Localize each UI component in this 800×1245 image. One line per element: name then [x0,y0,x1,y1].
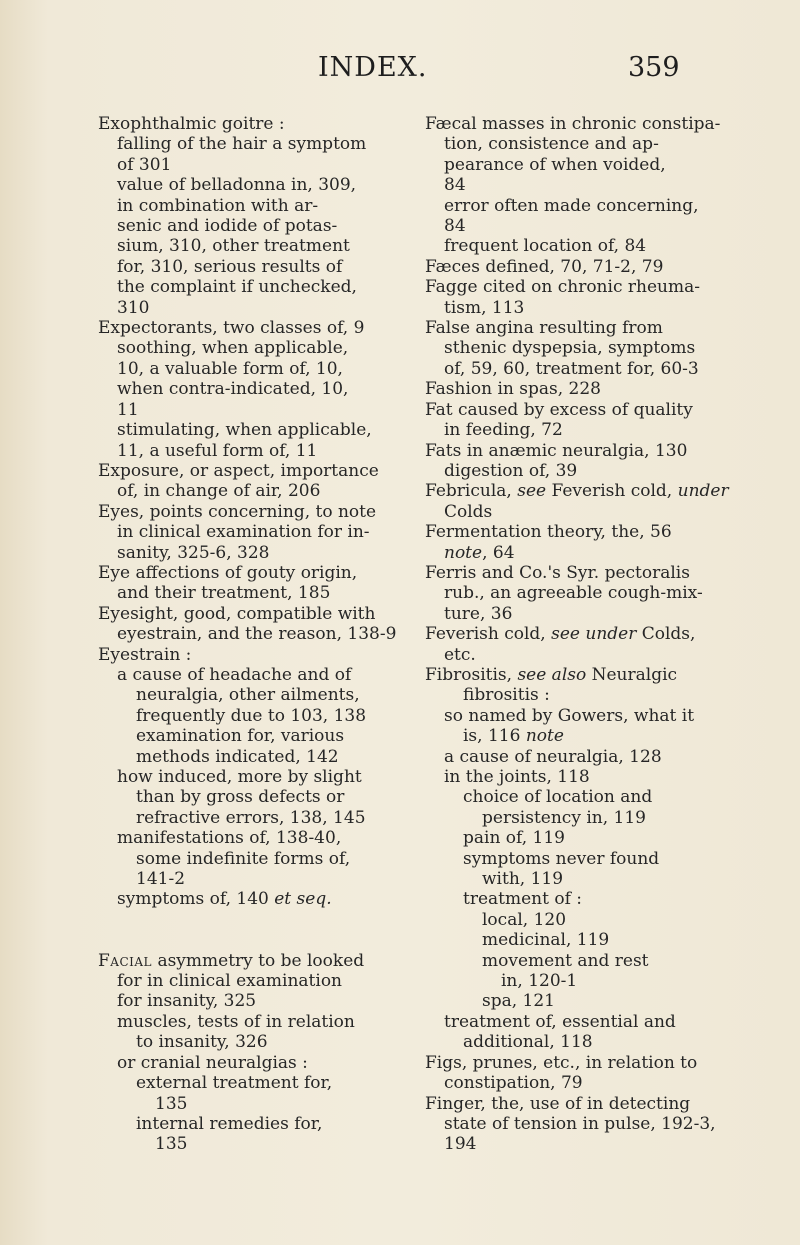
index-line: muscles, tests of in relation [117,1011,355,1032]
index-line: frequent location of, 84 [444,236,647,257]
index-line: sthenic dyspepsia, symptoms [444,338,696,359]
index-line: Figs, prunes, etc., in relation to [425,1052,698,1073]
index-line: of 301 [117,154,172,175]
index-line: stimulating, when applicable, [117,420,372,441]
index-line: methods indicated, 142 [136,746,339,767]
index-line: Fagge cited on chronic rheuma- [425,277,700,298]
index-line: 84 [444,175,466,196]
index-line: 194 [444,1134,477,1155]
page-number: 359 [628,52,680,83]
index-line: 11, a useful form of, 11 [117,440,318,461]
index-line: with, 119 [482,869,564,890]
index-line: so named by Gowers, what it [444,705,695,726]
index-line: tion, consistence and ap- [444,134,659,155]
index-line: Eyestrain : [98,644,192,665]
index-line: sium, 310, other treatment [117,236,350,257]
index-line: eyestrain, and the reason, 138-9 [117,624,397,645]
index-line: refractive errors, 138, 145 [136,807,366,828]
index-line: etc. [444,644,476,665]
index-line: additional, 118 [463,1032,593,1053]
index-line: neuralgia, other ailments, [136,685,360,706]
page-title: INDEX. [318,52,428,83]
index-line: for in clinical examination [117,971,343,992]
index-line: Fermentation theory, the, 56 [425,522,672,543]
page-header [0,52,800,92]
index-line: Ferris and Co.'s Syr. pectoralis [425,562,690,583]
index-line: in feeding, 72 [444,420,563,441]
index-line: examination for, various [136,726,345,747]
index-line: in combination with ar- [117,195,319,216]
index-line: movement and rest [482,950,649,971]
index-line: value of belladonna in, 309, [117,175,357,196]
index-line: Exposure, or aspect, importance [98,460,379,481]
index-line: rub., an agreeable cough-mix- [444,583,703,604]
index-line: False angina resulting from [425,318,663,339]
index-line: the complaint if unchecked, [117,277,357,298]
index-line: or cranial neuralgias : [117,1052,308,1073]
index-line: some indefinite forms of, [136,848,351,869]
index-line: treatment of, essential and [444,1011,676,1032]
index-line: Fæcal masses in chronic constipa- [425,114,721,134]
index-line: external treatment for, [136,1073,333,1094]
index-line: treatment of : [463,889,583,910]
index-line: Finger, the, use of in detecting [425,1093,691,1114]
index-line: frequently due to 103, 138 [136,705,367,726]
index-line: constipation, 79 [444,1073,583,1094]
index-line: in, 120-1 [501,971,578,992]
index-line: state of tension in pulse, 192-3, [444,1113,716,1134]
index-line: Expectorants, two classes of, 9 [98,318,365,339]
index-line: error often made concerning, [444,195,699,216]
index-line: Fashion in spas, 228 [425,379,601,400]
index-line: manifestations of, 138-40, [117,828,342,849]
index-line: and their treatment, 185 [117,583,331,604]
index-line: of, 59, 60, treatment for, 60-3 [444,358,699,379]
index-line: Facial asymmetry to be looked [98,950,365,971]
index-line: symptoms never found [463,848,660,869]
index-line: Fibrositis, see also Neuralgic [425,664,678,685]
index-line: note, 64 [444,542,515,563]
index-line: 135 [155,1134,188,1155]
index-line: sanity, 325-6, 328 [117,542,270,563]
index-line: than by gross defects or [136,787,345,808]
index-line: a cause of headache and of [117,664,352,685]
index-line: persistency in, 119 [482,807,646,828]
index-line: in clinical examination for in- [117,522,370,543]
index-line: of, in change of air, 206 [117,481,321,502]
index-line: choice of location and [463,787,653,808]
index-line: Feverish cold, see under Colds, [425,624,696,645]
index-line: is, 116 note [463,726,564,747]
index-line: spa, 121 [482,991,555,1012]
index-line: medicinal, 119 [482,930,610,951]
index-line: fibrositis : [463,685,550,706]
index-line: symptoms of, 140 et seq. [117,889,332,910]
index-column-right [425,114,729,1155]
index-line: digestion of, 39 [444,460,578,481]
index-line: when contra-indicated, 10, [117,379,349,400]
index-line: senic and iodide of potas- [117,216,338,237]
index-line: 84 [444,216,466,237]
index-line [98,910,394,930]
index-line: Fats in anæmic neuralgia, 130 [425,440,688,461]
index-line: 141-2 [136,869,186,890]
index-line: how induced, more by slight [117,767,362,787]
index-line: pain of, 119 [463,828,565,849]
index-line: 11 [117,399,139,420]
index-line: in the joints, 118 [444,767,590,787]
index-line: pearance of when voided, [444,154,666,175]
index-line: Eyesight, good, compatible with [98,603,376,624]
index-line: Exophthalmic goitre : [98,114,285,134]
index-line: ture, 36 [444,603,513,624]
index-line: Febricula, see Feverish cold, under [425,481,729,502]
index-line: Colds [444,501,493,522]
index-line: Eyes, points concerning, to note [98,501,377,522]
index-line: tism, 113 [444,297,525,318]
index-line: 10, a valuable form of, 10, [117,358,343,379]
index-line: for, 310, serious results of [117,256,343,277]
index-line: 310 [117,297,150,318]
index-line: Eye affections of gouty origin, [98,562,358,583]
index-line: to insanity, 326 [136,1032,268,1053]
index-line: 135 [155,1093,188,1114]
index-line: local, 120 [482,909,567,930]
index-line: falling of the hair a symptom [117,134,367,155]
index-column-left [98,114,397,1155]
index-line: soothing, when applicable, [117,338,349,359]
index-line: for insanity, 325 [117,991,257,1012]
index-line: Fæces defined, 70, 71-2, 79 [425,256,664,277]
index-line: internal remedies for, [136,1113,323,1134]
index-line: a cause of neuralgia, 128 [444,746,662,767]
index-line [98,930,394,950]
index-line: Fat caused by excess of quality [425,399,693,420]
